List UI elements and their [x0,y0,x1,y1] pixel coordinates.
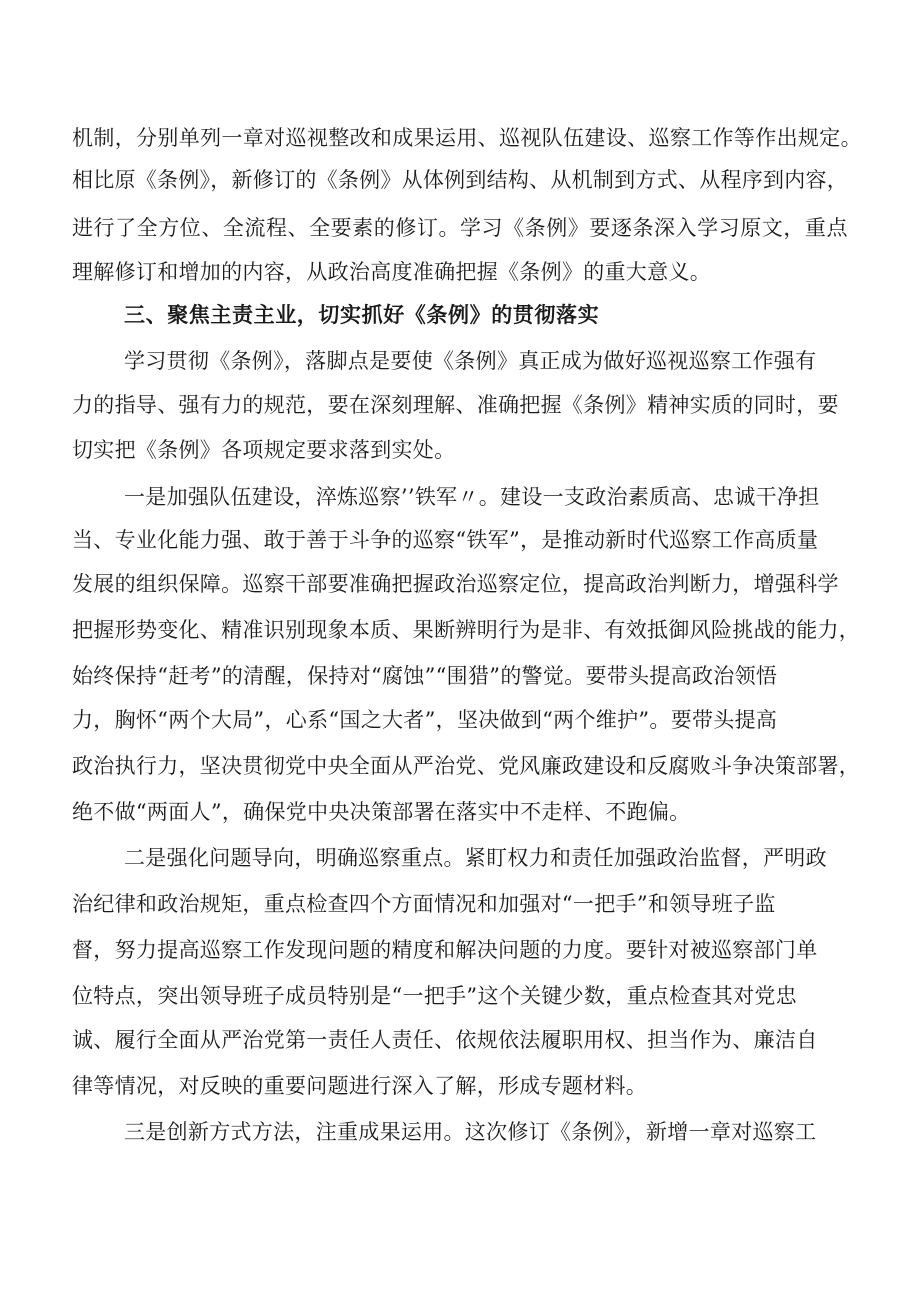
paragraph-line: 督，努力提高巡察工作发现问题的精度和解决问题的力度。要针对被巡察部门单 [72,938,818,962]
paragraph-line: 相比原《条例》，新修订的《条例》从体例到结构、从机制到方式、从程序到内容， [72,168,848,192]
paragraph-line: 把握形势变化、精准识别现象本质、果断辨明行为是非、有效抵御风险挑战的能力， [72,618,861,642]
paragraph-line: 力，胸怀“两个大局”，心系“国之大者”，坚决做到“两个维护”。要带头提高 [72,708,778,732]
paragraph-line: 理解修订和增加的内容，从政治高度准确把握《条例》的重大意义。 [72,260,711,284]
paragraph-line: 当、专业化能力强、敢于善于斗争的巡察“铁军”，是推动新时代巡察工作高质量 [72,528,819,552]
paragraph-line: 始终保持“赶考”的清醒，保持对“腐蚀”“围猎”的警觉。要带头提高政治领悟 [72,664,778,688]
paragraph-line: 绝不做“两面人”，确保党中央决策部署在落实中不走样、不跑偏。 [72,800,691,824]
paragraph-line: 三是创新方式方法，注重成果运用。这次修订《条例》，新增一章对巡察工 [124,1120,817,1144]
paragraph-line: 学习贯彻《条例》，落脚点是要使《条例》真正成为做好巡视巡察工作强有 [124,349,817,373]
paragraph-line: 治纪律和政治规矩，重点检查四个方面情况和加强对“一把手”和领导班子监 [72,892,776,916]
paragraph-line: 发展的组织保障。巡察干部要准确把握政治巡察定位，提高政治判断力，增强科学 [72,572,839,596]
paragraph-line: 律等情况，对反映的重要问题进行深入了解，形成专题材料。 [72,1074,648,1098]
paragraph-line: 政治执行力，坚决贯彻党中央全面从严治党、党风廉政建设和反腐败斗争决策部署， [72,754,861,778]
section-heading: 三、聚焦主责主业，切实抓好《条例》的贯彻落实 [124,303,600,327]
paragraph-line: 诚、履行全面从严治党第一责任人责任、依规依法履职用权、担当作为、廉洁自 [72,1028,818,1052]
paragraph-line: 机制，分别单列一章对巡视整改和成果运用、巡视队伍建设、巡察工作等作出规定。 [72,126,862,150]
paragraph-line: 位特点，突出领导班子成员特别是“一把手”这个关键少数，重点检查其对党忠 [72,984,797,1008]
paragraph-line: 进行了全方位、全流程、全要素的修订。学习《条例》要逐条深入学习原文，重点 [72,216,848,240]
paragraph-line: 一是加强队伍建设，淬炼巡察’’铁军〃。建设一支政治素质高、忠诚干净担 [124,485,820,509]
paragraph-line: 力的指导、强有力的规范，要在深刻理解、准确把握《条例》精神实质的同时，要 [72,393,839,417]
paragraph-line: 切实把《条例》各项规定要求落到实处。 [72,438,456,462]
paragraph-line: 二是强化问题导向，明确巡察重点。紧盯权力和责任加强政治监督，严明政 [124,846,827,870]
